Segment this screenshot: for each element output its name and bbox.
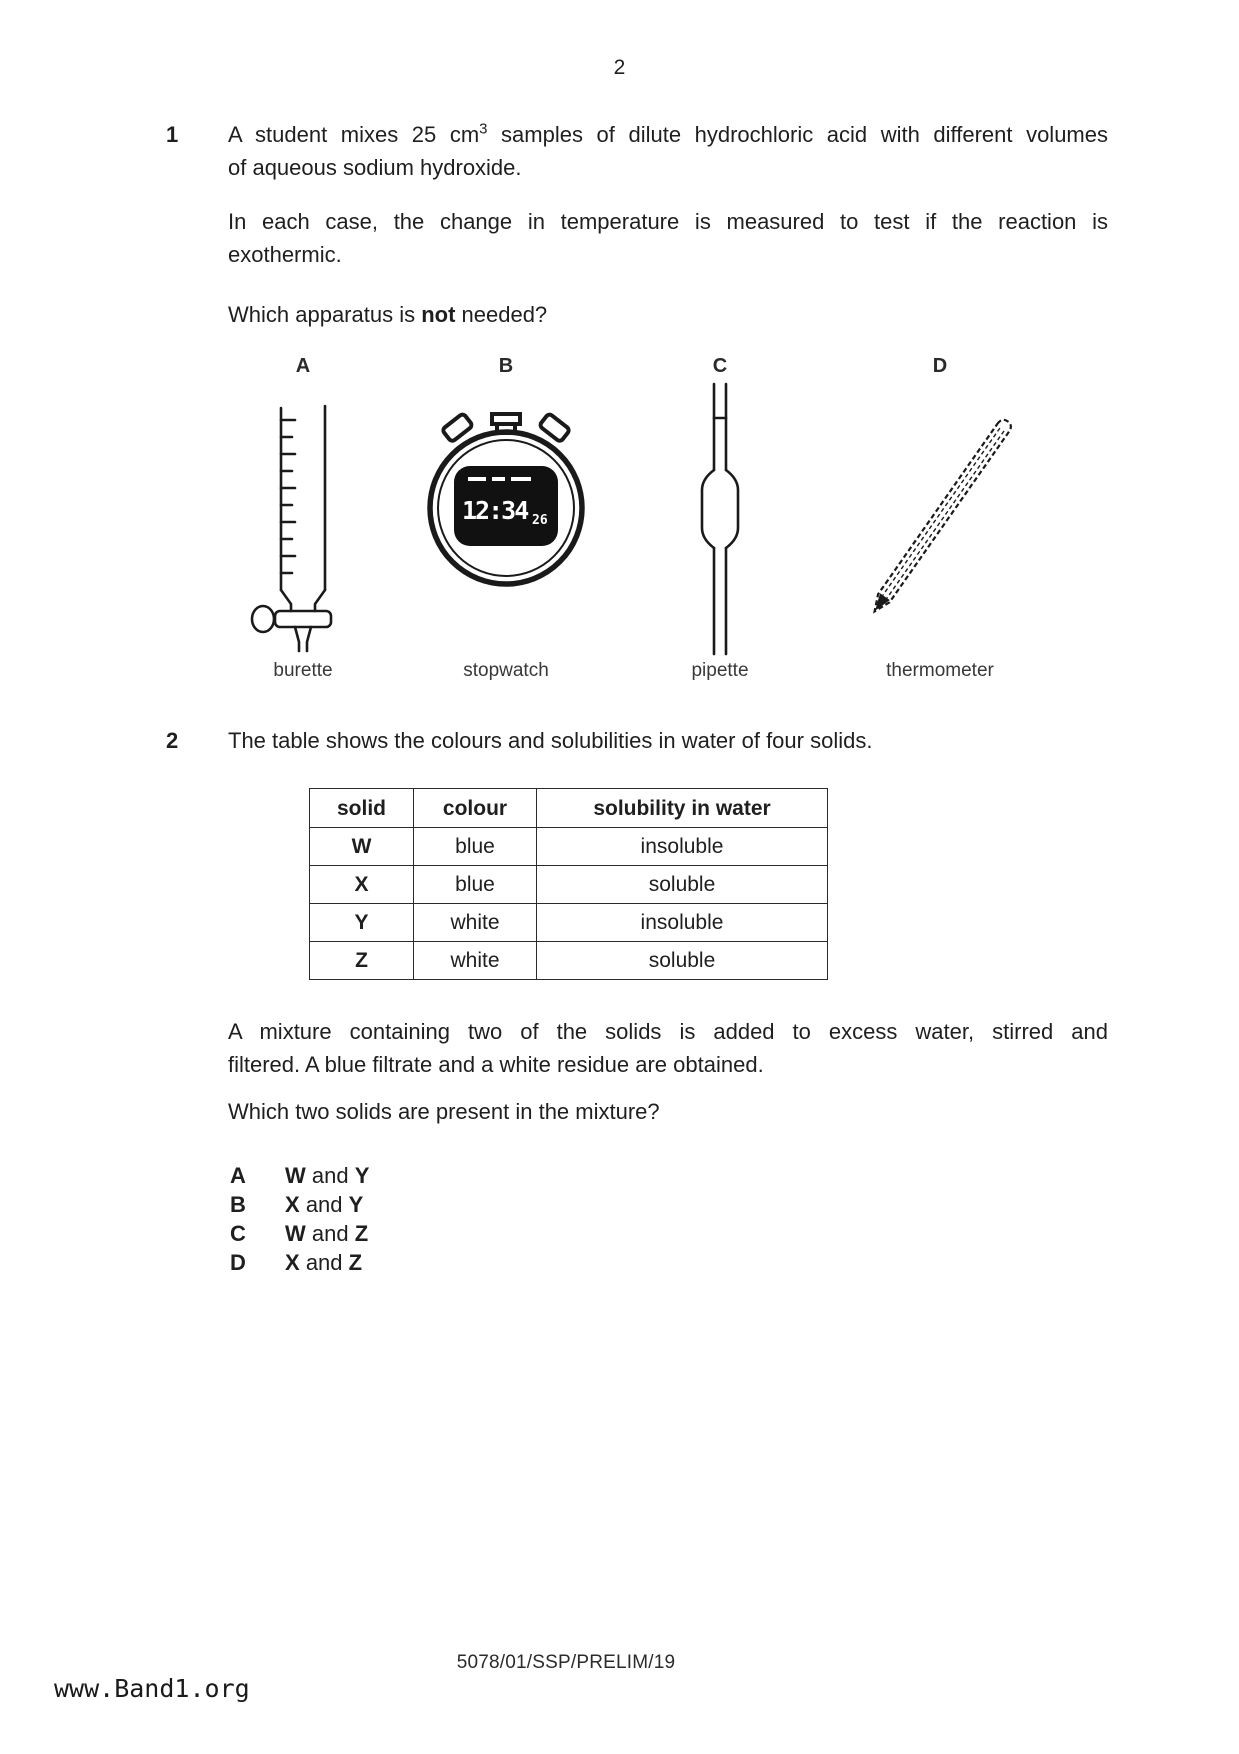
option-c bbox=[228, 1219, 1108, 1248]
option-letter: A bbox=[230, 1163, 246, 1188]
apparatus-label: stopwatch bbox=[463, 660, 549, 681]
emphasis-not: not bbox=[421, 302, 456, 327]
question-2-number: 2 bbox=[166, 728, 179, 753]
option-d bbox=[228, 1248, 1108, 1277]
table-cell: insoluble bbox=[537, 904, 828, 942]
table-row bbox=[310, 828, 828, 866]
apparatus-option-b bbox=[406, 350, 606, 686]
apparatus-label: pipette bbox=[691, 660, 749, 681]
apparatus-label: burette bbox=[273, 660, 333, 681]
option-letter: A bbox=[295, 355, 311, 377]
question-1-number: 1 bbox=[166, 122, 179, 147]
paper-reference-code: 5078/01/SSP/PRELIM/19 bbox=[456, 1652, 676, 1673]
thermometer-illustration bbox=[840, 378, 1040, 658]
apparatus-option-a bbox=[203, 350, 403, 686]
table-header-row bbox=[310, 789, 828, 828]
pipette-illustration bbox=[620, 378, 820, 658]
question-2-prompt: Which two solids are present in the mixture? bbox=[228, 1099, 660, 1124]
option-b bbox=[228, 1190, 1108, 1219]
watermark-site: www.Band1.org bbox=[54, 1674, 250, 1703]
burette-illustration bbox=[203, 378, 403, 658]
table-row bbox=[310, 866, 828, 904]
solubility-table bbox=[309, 788, 828, 980]
table-row bbox=[310, 904, 828, 942]
question-2-intro: The table shows the colours and solubilities in water of four solids. bbox=[228, 728, 873, 753]
table-cell: blue bbox=[414, 828, 537, 866]
option-text: X and Y bbox=[285, 1192, 364, 1217]
paragraph-line: A student mixes 25 $cm^3$ samples of dilute hydrochloric acid with different volumes bbox=[228, 120, 1108, 147]
stopwatch-display-main: 12:34 bbox=[462, 496, 528, 525]
table-row bbox=[310, 942, 828, 980]
apparatus-option-c bbox=[620, 350, 820, 686]
option-letter: D bbox=[230, 1250, 246, 1275]
option-text: X and Z bbox=[285, 1250, 363, 1275]
page-content bbox=[166, 118, 1108, 1277]
option-letter: C bbox=[230, 1221, 246, 1246]
question-2-paragraph bbox=[228, 1015, 1108, 1081]
table-cell: soluble bbox=[537, 942, 828, 980]
option-a bbox=[228, 1161, 1108, 1190]
table-cell: blue bbox=[414, 866, 537, 904]
question-1 bbox=[166, 118, 1108, 686]
option-text: W and Y bbox=[285, 1163, 370, 1188]
column-header: colour bbox=[414, 789, 537, 828]
table-cell: white bbox=[414, 942, 537, 980]
option-letter: B bbox=[498, 355, 514, 377]
question-2 bbox=[166, 724, 1108, 1277]
option-letter: D bbox=[932, 355, 948, 377]
question-1-paragraph-1 bbox=[228, 118, 1108, 184]
column-header: solid bbox=[310, 789, 414, 828]
table-cell: Z bbox=[310, 942, 414, 980]
table-cell: W bbox=[310, 828, 414, 866]
paragraph-line: A mixture containing two of the solids is added to excess water, stirred and bbox=[228, 1019, 1108, 1044]
option-letter: B bbox=[230, 1192, 246, 1217]
table-cell: X bbox=[310, 866, 414, 904]
paragraph-line: In each case, the change in temperature is measured to test if the reaction is bbox=[228, 209, 1108, 234]
table-cell: white bbox=[414, 904, 537, 942]
stopwatch-display-small: 26 bbox=[532, 513, 548, 528]
option-letter: C bbox=[712, 355, 728, 377]
question-1-body bbox=[228, 118, 1108, 686]
table-cell: soluble bbox=[537, 866, 828, 904]
question-1-prompt: Which apparatus is not needed? bbox=[228, 302, 548, 327]
answer-options bbox=[228, 1161, 1108, 1277]
stopwatch-illustration bbox=[406, 378, 606, 658]
apparatus-label: thermometer bbox=[886, 660, 994, 681]
column-header: solubility in water bbox=[537, 789, 828, 828]
apparatus-figure bbox=[228, 350, 1108, 686]
table-cell: insoluble bbox=[537, 828, 828, 866]
paragraph-line: of aqueous sodium hydroxide. bbox=[228, 155, 522, 180]
superscript-3: 3 bbox=[479, 120, 488, 138]
paragraph-line: exothermic. bbox=[228, 242, 342, 267]
question-1-paragraph-2 bbox=[228, 205, 1108, 271]
page-number: 2 bbox=[613, 56, 626, 79]
paragraph-line: filtered. A blue filtrate and a white residue are obtained. bbox=[228, 1052, 764, 1077]
option-text: W and Z bbox=[285, 1221, 369, 1246]
question-2-body bbox=[228, 724, 1108, 1277]
apparatus-option-d bbox=[840, 350, 1040, 686]
table-cell: Y bbox=[310, 904, 414, 942]
